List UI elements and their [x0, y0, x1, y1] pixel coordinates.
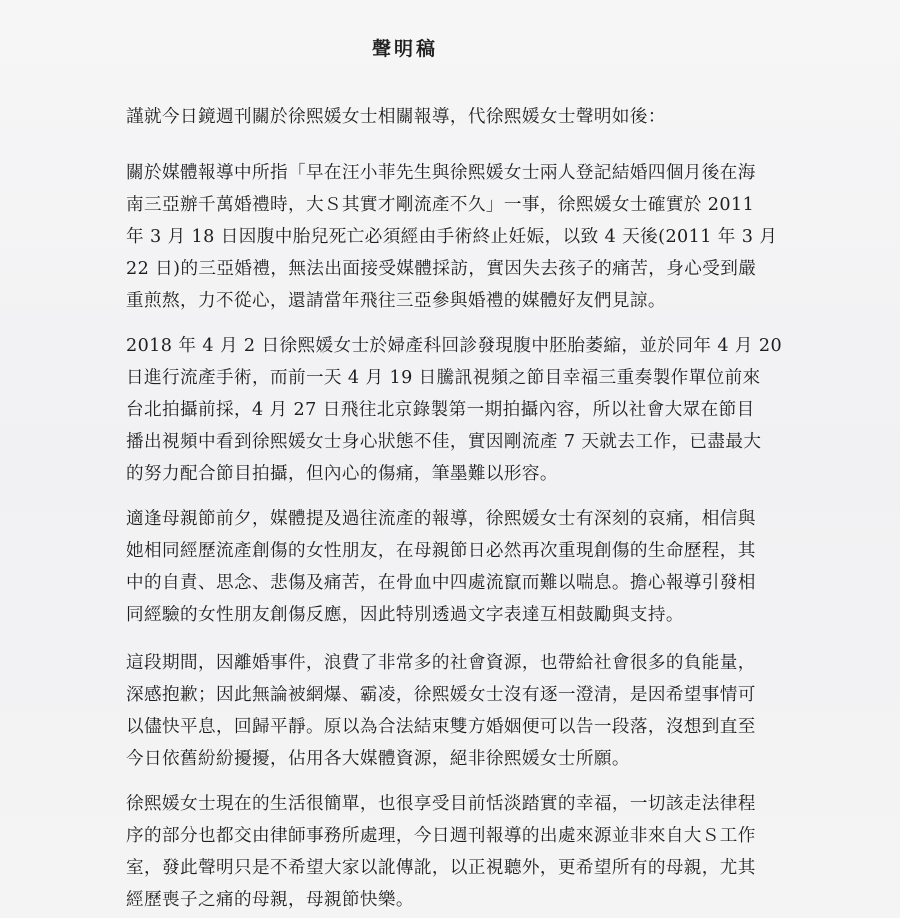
intro-line: 謹就今日鏡週刊關於徐熙媛女士相關報導，代徐熙媛女士聲明如後：: [126, 107, 666, 127]
paragraph-2-line-2: 日進行流產手術，而前一天 4 月 19 日騰訊視頻之節目幸福三重奏製作單位前來: [126, 368, 761, 388]
paragraph-3-line-2: 她相同經歷流產創傷的女性朋友，在母親節日必然再次重現創傷的生命歷程，其: [126, 541, 756, 561]
paragraph-3-line-4: 同經驗的女性朋友創傷反應，因此特別透過文字表達互相鼓勵與支持。: [126, 605, 684, 625]
paragraph-1-line-2: 南三亞辦千萬婚禮時，大Ｓ其實才剛流產不久」一事，徐熙媛女士確實於 2011: [126, 195, 755, 215]
paragraph-2-line-5: 的努力配合節目拍攝，但內心的傷痛，筆墨難以形容。: [126, 464, 558, 484]
paragraph-2-line-1: 2018 年 4 月 2 日徐熙媛女士於婦產科回診發現腹中胚胎萎縮，並於同年 4 月 20: [126, 336, 783, 356]
paragraph-1-line-4: 22 日)的三亞婚禮，無法出面接受媒體採訪，實因失去孩子的痛苦，身心受到嚴: [126, 259, 757, 279]
paragraph-4-line-3: 以儘快平息，回歸平靜。原以為合法結束雙方婚姻便可以告一段落，沒想到直至: [126, 717, 756, 737]
paragraph-5-line-2: 序的部分也都交由律師事務所處理，今日週刊報導的出處來源並非來自大Ｓ工作: [126, 826, 756, 846]
paragraph-1-line-1: 關於媒體報導中所指「早在汪小菲先生與徐熙媛女士兩人登記結婚四個月後在海: [126, 163, 756, 183]
paragraph-4-line-2: 深感抱歉；因此無論被網爆、霸凌，徐熙媛女士沒有逐一澄清，是因希望事情可: [126, 685, 756, 705]
paragraph-1-line-3: 年 3 月 18 日因腹中胎兒死亡必須經由手術終止妊娠，以致 4 天後(2011 年 3 月: [126, 227, 778, 247]
paragraph-1-line-5: 重煎熬，力不從心，還請當年飛往三亞參與婚禮的媒體好友們見諒。: [126, 291, 666, 311]
document-title: 聲明稿: [371, 38, 438, 60]
paragraph-4-line-1: 這段期間，因離婚事件，浪費了非常多的社會資源，也帶給社會很多的負能量，: [126, 653, 756, 673]
paragraph-3-line-3: 中的自責、思念、悲傷及痛苦，在骨血中四處流竄而難以喘息。擔心報導引發相: [126, 573, 756, 593]
paragraph-2-line-4: 播出視頻中看到徐熙媛女士身心狀態不佳，實因剛流產 7 天就去工作，已盡最大: [126, 432, 762, 452]
paragraph-4-line-4: 今日依舊紛紛擾擾，佔用各大媒體資源，絕非徐熙媛女士所願。: [126, 749, 630, 769]
paragraph-5-line-1: 徐熙媛女士現在的生活很簡單，也很享受目前恬淡踏實的幸福，一切該走法律程: [126, 794, 756, 814]
paragraph-5-line-4: 經歷喪子之痛的母親，母親節快樂。: [126, 890, 414, 910]
paragraph-3-line-1: 適逢母親節前夕，媒體提及過往流產的報導，徐熙媛女士有深刻的哀痛，相信與: [126, 509, 756, 529]
paragraph-5-line-3: 室，發此聲明只是不希望大家以訛傳訛，以正視聽外，更希望所有的母親，尤其: [126, 858, 756, 878]
paragraph-2-line-3: 台北拍攝前採，4 月 27 日飛往北京錄製第一期拍攝內容，所以社會大眾在節目: [126, 400, 755, 420]
